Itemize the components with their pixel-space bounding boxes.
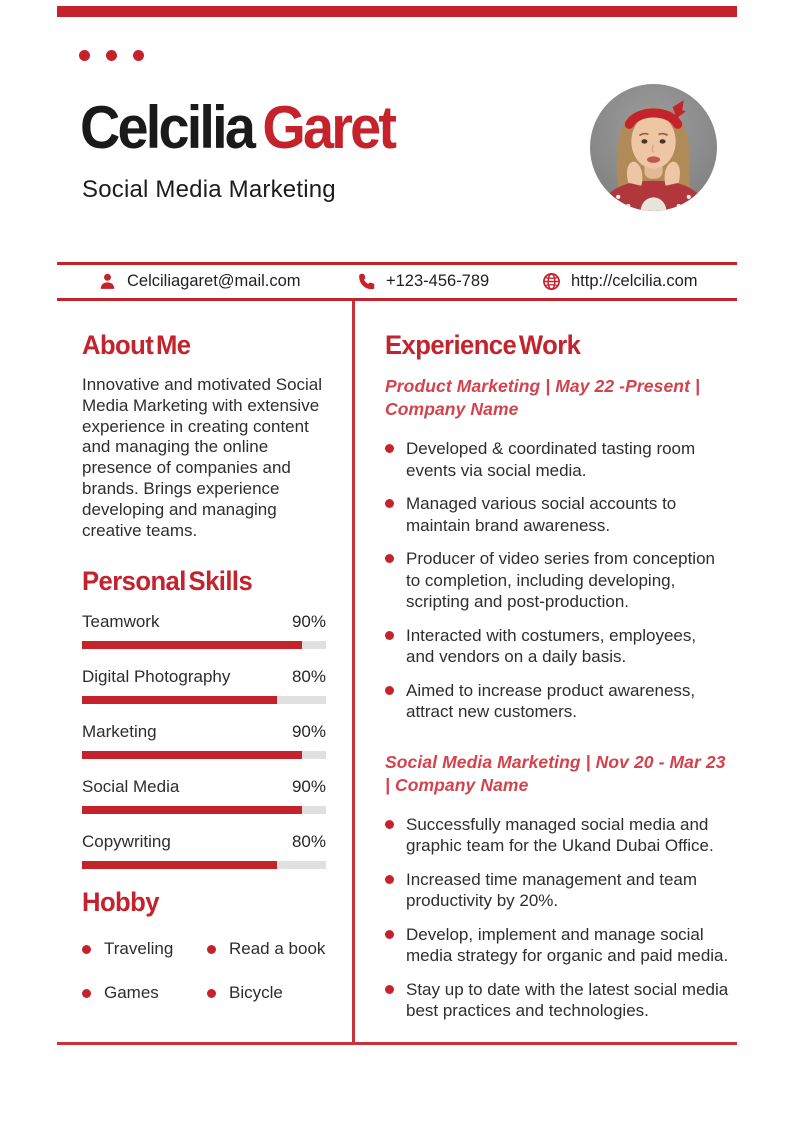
bullet-text: Producer of video series from conception to completion, including developing, scripting and post-production. [406,549,715,611]
skill-percent: 90% [291,777,326,797]
phone-icon [357,272,376,291]
job-bullet-list [385,814,729,1022]
skill-percent: 80% [291,832,326,852]
bullet-item [385,924,729,967]
bullet-text: Stay up to date with the latest social media best practices and technologies. [406,979,729,1020]
skill-list [82,612,326,869]
hobby-label: Read a book [229,939,326,959]
top-accent-bar [57,6,737,17]
skill-label: Digital Photography [82,667,231,687]
bullet-item [385,438,729,481]
hobby-label: Traveling [104,939,174,959]
bullet-dot-icon [82,945,91,954]
job-subheading: Social Media Marketing | Nov 20 - Mar 23 | Company Name [385,751,726,795]
skill-item [82,667,326,704]
dot-icon [79,50,90,61]
bullet-item [385,493,729,536]
left-column [82,330,326,1003]
skill-percent: 90% [291,612,326,632]
bullet-dot-icon [385,499,394,508]
hobby-label: Games [104,983,159,1003]
bullet-item [385,625,729,668]
job-subheading: Product Marketing | May 22 -Present | Company Name [385,376,700,419]
hobby-section [82,887,326,1003]
skill-bar-fill [82,641,302,649]
contact-website-value: http://celcilia.com [571,272,698,290]
bullet-text: Developed & coordinated tasting room events via social media. [406,439,696,480]
hobby-item [82,939,207,959]
right-column [385,330,729,1034]
skill-percent: 90% [291,722,326,742]
bullet-item [385,680,729,723]
skill-bar-track [82,696,326,704]
bullet-item [385,548,729,613]
skill-bar-fill [82,861,277,869]
contact-email-value: Celciliagaret@mail.com [127,272,301,290]
contact-phone-value: +123-456-789 [386,272,490,290]
about-heading: About Me [82,330,191,360]
contact-email[interactable] [98,265,301,298]
bullet-item [385,814,729,857]
skill-item [82,612,326,649]
skill-item [82,722,326,759]
bullet-dot-icon [207,989,216,998]
bullet-item [385,979,729,1022]
about-text: Innovative and motivated Social Media Marketing with extensive experience in creating content and managing the online presence of companies and brands. Brings experience developing and managing creative teams. [82,375,323,540]
hobby-item [82,983,207,1003]
bullet-text: Develop, implement and manage social media strategy for organic and paid media. [406,924,729,965]
contact-bar [57,262,737,301]
bullet-text: Managed various social accounts to maintain brand awareness. [406,494,677,535]
skill-label: Social Media [82,777,180,797]
bullet-dot-icon [82,989,91,998]
skill-bar-track [82,641,326,649]
last-name: Garet [262,94,395,161]
skill-item [82,832,326,869]
skill-bar-fill [82,806,302,814]
first-name: Celcilia [80,94,254,161]
bullet-dot-icon [385,985,394,994]
skill-bar-fill [82,696,277,704]
bullet-text: Increased time management and team productivity by 20%. [406,869,698,910]
bottom-accent-line [57,1042,737,1045]
bullet-item [385,869,729,912]
bullet-dot-icon [385,875,394,884]
page-title [80,94,394,162]
hobby-heading: Hobby [82,887,159,918]
skills-heading: Personal Skills [82,566,253,597]
bullet-text: Aimed to increase product awareness, attract new customers. [406,680,696,721]
person-icon [98,272,117,291]
skill-bar-track [82,751,326,759]
skill-bar-track [82,861,326,869]
bullet-dot-icon [207,945,216,954]
bullet-dot-icon [385,930,394,939]
bullet-dot-icon [385,631,394,640]
bullet-dot-icon [385,444,394,453]
skill-bar-track [82,806,326,814]
contact-phone[interactable] [357,265,489,298]
column-divider [352,301,355,1043]
hobby-label: Bicycle [229,983,283,1003]
job-title-subtitle: Social Media Marketing [82,176,336,203]
bullet-dot-icon [385,686,394,695]
bullet-text: Interacted with costumers, employees, and vendors on a daily basis. [406,625,697,666]
skills-section [82,566,326,869]
globe-icon [542,272,561,291]
bullet-text: Successfully managed social media and graphic team for the Ukand Dubai Office. [406,814,714,855]
skill-item [82,777,326,814]
hobby-item [207,939,326,959]
bullet-dot-icon [385,820,394,829]
contact-website[interactable] [542,265,698,298]
skill-bar-fill [82,751,302,759]
skill-label: Teamwork [82,612,160,632]
hobby-list [82,939,326,1003]
job-bullet-list [385,438,729,723]
profile-photo-illustration [590,84,717,211]
experience-heading: Experience Work [385,330,581,360]
skill-percent: 80% [291,667,326,687]
skill-label: Marketing [82,722,157,742]
hobby-item [207,983,326,1003]
decor-dots [79,50,144,61]
bullet-dot-icon [385,554,394,563]
dot-icon [133,50,144,61]
profile-photo [590,84,717,211]
skill-label: Copywriting [82,832,171,852]
dot-icon [106,50,117,61]
